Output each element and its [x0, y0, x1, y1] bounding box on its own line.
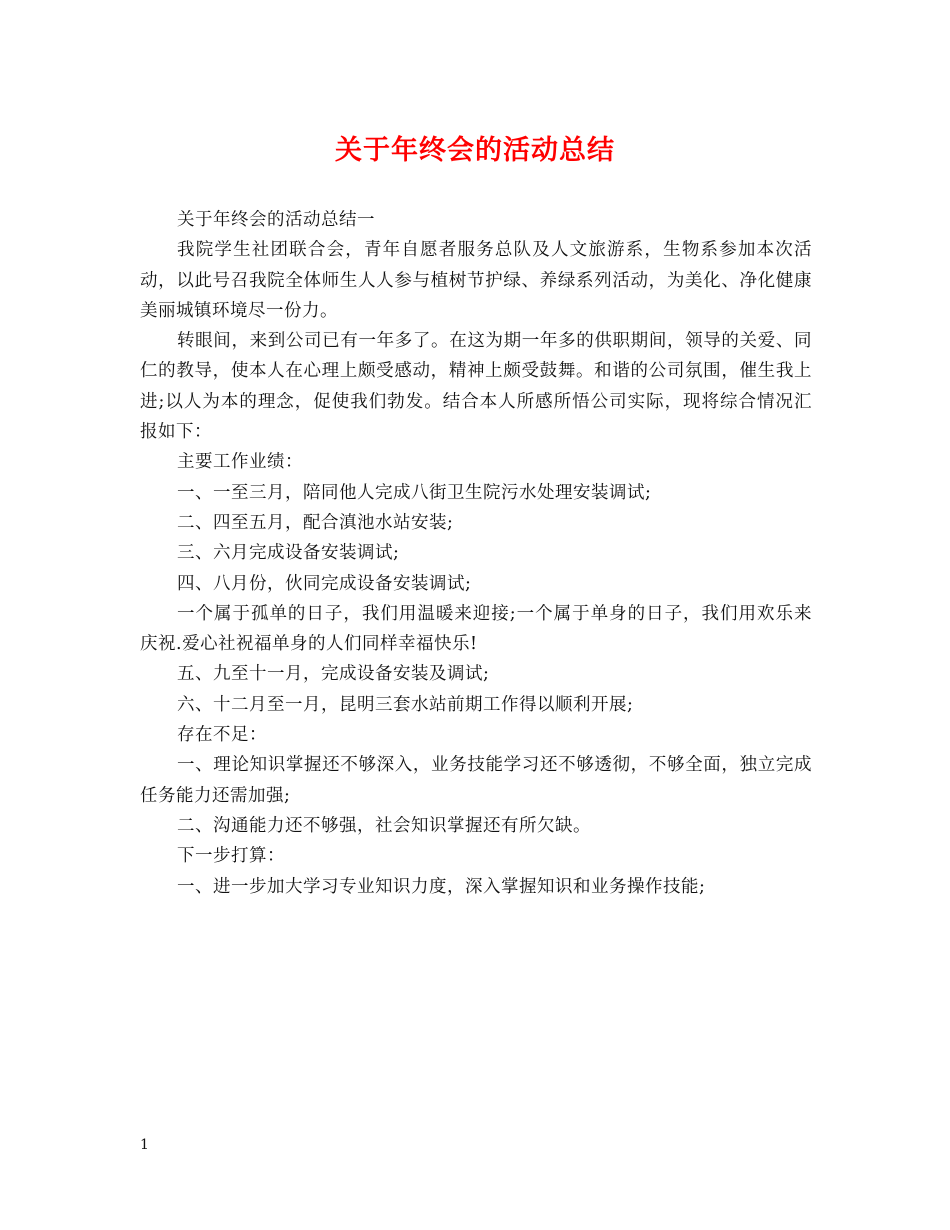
list-item: 二、四至五月，配合滇池水站安装; [177, 512, 454, 533]
page-number: 1 [140, 1137, 149, 1153]
list-item: 二、沟通能力还不够强，社会知识掌握还有所欠缺。 [177, 815, 591, 836]
list-item: 一、理论知识掌握还不够深入，业务技能学习还不够透彻，不够全面，独立完成任务能力还需加强; [140, 755, 812, 806]
list-item: 五、九至十一月，完成设备安装及调试; [177, 664, 490, 685]
document-body [140, 205, 812, 902]
heading-next-steps: 下一步打算： [177, 846, 285, 867]
list-item: 六、十二月至一月，昆明三套水站前期工作得以顺利开展; [177, 694, 634, 715]
list-item: 四、八月份，伙同完成设备安装调试; [177, 573, 472, 594]
document-title: 关于年终会的活动总结 [335, 135, 615, 166]
paragraph-inserted-note: 一个属于孤单的日子，我们用温暖来迎接;一个属于单身的日子，我们用欢乐来庆祝.爱心社祝福单身的人们同样幸福快乐! [140, 603, 812, 655]
list-item: 一、进一步加大学习专业知识力度，深入掌握知识和业务操作技能; [177, 876, 706, 897]
heading-achievements: 主要工作业绩： [177, 452, 303, 473]
list-item: 三、六月完成设备安装调试; [177, 543, 400, 564]
paragraph-intro: 我院学生社团联合会，青年自愿者服务总队及人文旅游系，生物系参加本次活动，以此号召我院全体师生人人参与植树节护绿、养绿系列活动，为美化、净化健康美丽城镇环境尽一份力。 [140, 240, 812, 321]
paragraph-subtitle: 关于年终会的活动总结一 [177, 210, 375, 230]
paragraph-overview: 转眼间，来到公司已有一年多了。在这为期一年多的供职期间，领导的关爱、同仁的教导，使本人在心理上颇受感动，精神上颇受鼓舞。和谐的公司氛围，催生我上进;以人为本的理念，促使我们勃发。结合本人所感所悟公司实际，现将综合情况汇报如下： [140, 331, 812, 443]
heading-shortcomings: 存在不足： [177, 725, 267, 746]
list-item: 一、一至三月，陪同他人完成八街卫生院污水处理安装调试; [177, 482, 652, 503]
